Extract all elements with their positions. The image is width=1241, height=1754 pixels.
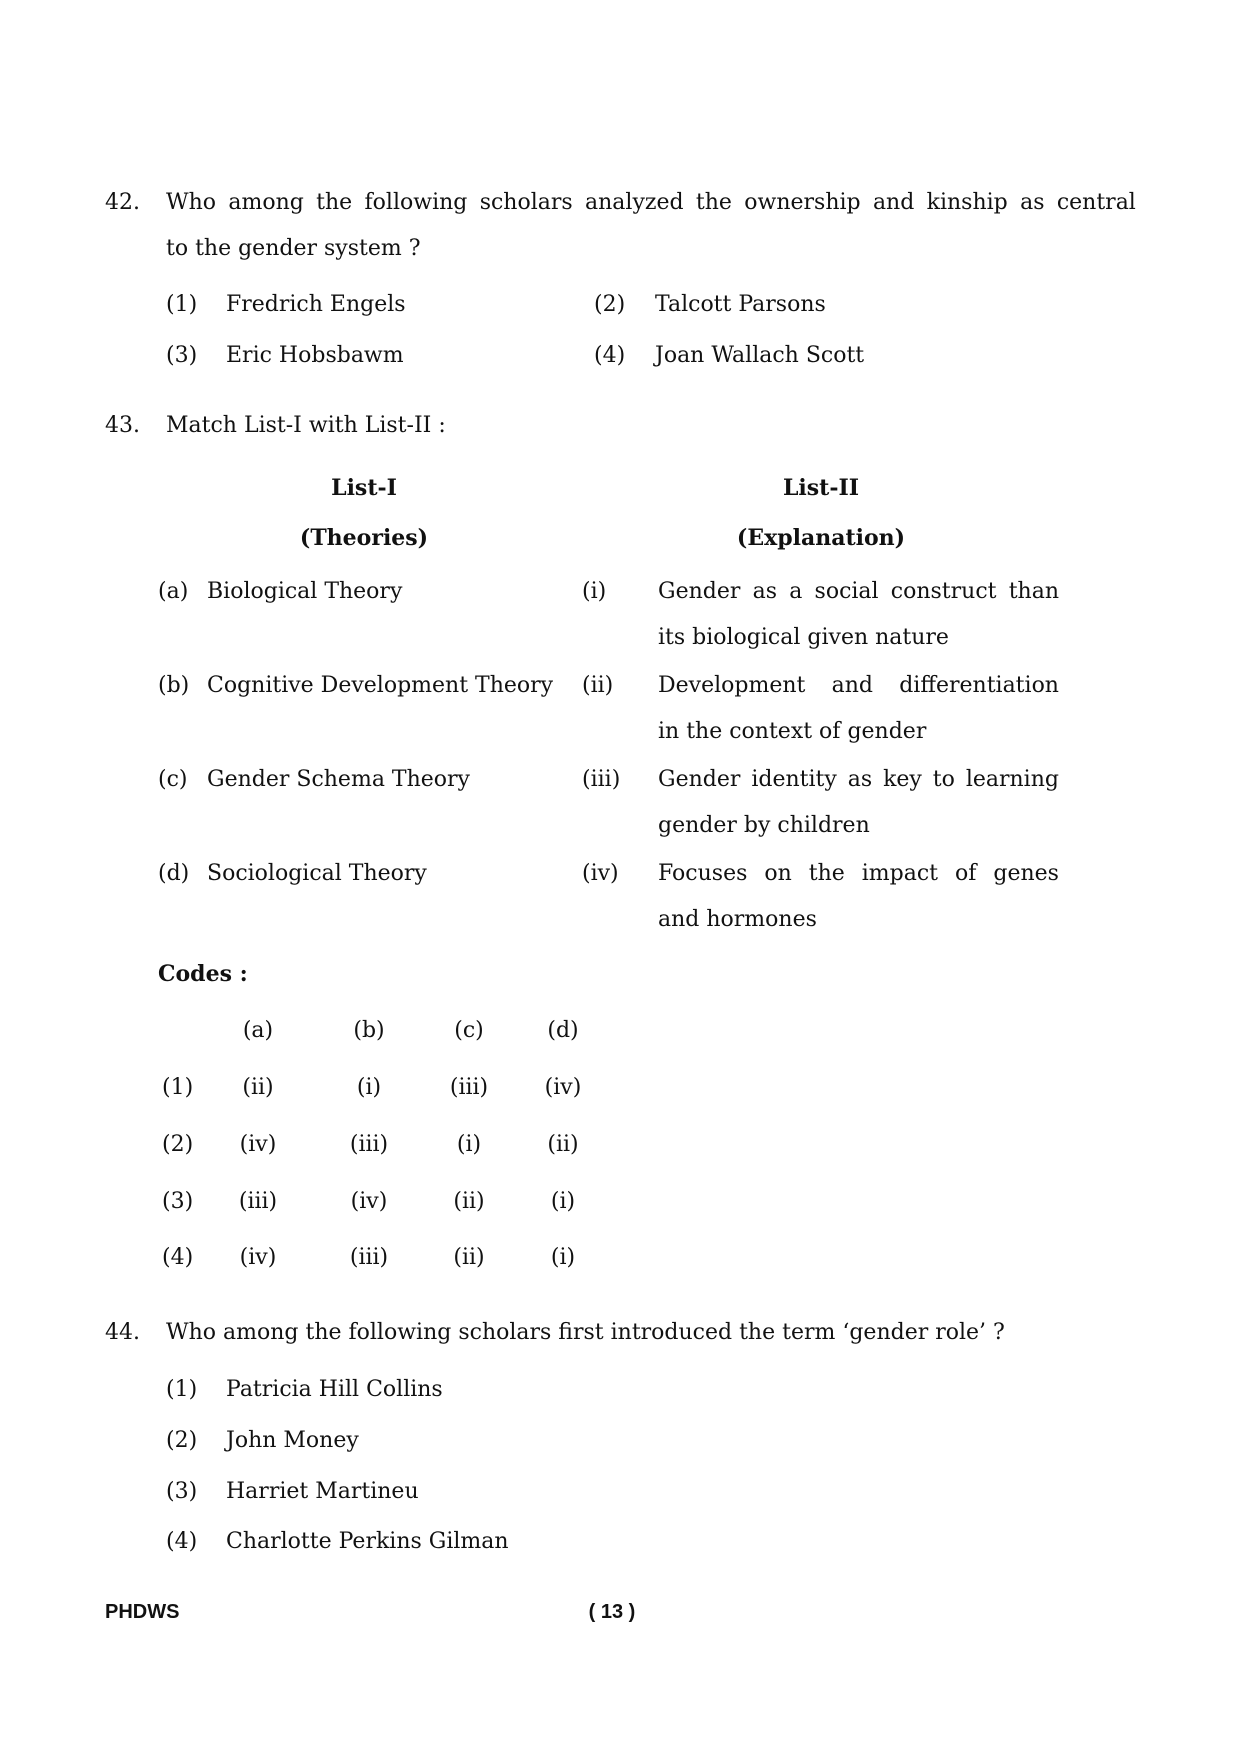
word: to bbox=[932, 767, 955, 792]
codes-label: Codes : bbox=[158, 961, 248, 987]
codes-row-4-d: (i) bbox=[550, 1245, 576, 1270]
list2-explanation-ii-line2: in the context of gender bbox=[658, 719, 927, 744]
q44-prompt: Who among the following scholars first introduced the term ‘gender role’ ? bbox=[166, 1320, 1005, 1345]
word: differentiation bbox=[899, 673, 1059, 698]
word: a bbox=[789, 579, 803, 604]
list2-explanation-iv-line1 bbox=[658, 863, 1059, 885]
word: and bbox=[831, 673, 873, 698]
codes-row-2-a: (iv) bbox=[239, 1132, 277, 1157]
q44-number: 44. bbox=[105, 1320, 140, 1345]
q42-question-line1 bbox=[166, 192, 1136, 214]
q44-option-3-number: (3) bbox=[166, 1479, 198, 1504]
word: analyzed bbox=[585, 190, 684, 215]
word: social bbox=[814, 579, 879, 604]
footer-page-number: ( 13 ) bbox=[588, 1601, 636, 1623]
codes-row-2-number: (2) bbox=[162, 1132, 194, 1157]
q43-prompt: Match List-I with List-II : bbox=[166, 413, 446, 438]
q44-option-4-text: Charlotte Perkins Gilman bbox=[226, 1529, 509, 1554]
q42-number: 42. bbox=[105, 190, 140, 215]
word: as bbox=[1020, 190, 1045, 215]
list2-roman-ii: (ii) bbox=[582, 673, 614, 698]
word: than bbox=[1008, 579, 1059, 604]
q44-option-2-number: (2) bbox=[166, 1428, 198, 1453]
list2-roman-iii: (iii) bbox=[582, 767, 621, 792]
q42-option-4-number: (4) bbox=[594, 343, 626, 368]
list2-explanation-iii-line2: gender by children bbox=[658, 813, 870, 838]
list2-explanation-ii-line1 bbox=[658, 675, 1059, 697]
q42-option-3-number: (3) bbox=[166, 343, 198, 368]
word: kinship bbox=[926, 190, 1008, 215]
codes-row-4-c: (ii) bbox=[453, 1245, 485, 1270]
codes-header-c: (c) bbox=[454, 1018, 484, 1043]
list1-theory-d: Sociological Theory bbox=[207, 861, 427, 886]
word: the bbox=[316, 190, 353, 215]
word: construct bbox=[890, 579, 997, 604]
q44-option-2-text: John Money bbox=[226, 1428, 359, 1453]
codes-row-2-c: (i) bbox=[456, 1132, 482, 1157]
codes-row-2-d: (ii) bbox=[547, 1132, 579, 1157]
list2-roman-i: (i) bbox=[582, 579, 607, 604]
word: Gender bbox=[658, 767, 741, 792]
q42-option-2-number: (2) bbox=[594, 292, 626, 317]
codes-row-4-number: (4) bbox=[162, 1245, 194, 1270]
word: the bbox=[808, 861, 845, 886]
codes-row-3-d: (i) bbox=[550, 1189, 576, 1214]
list1-letter-d: (d) bbox=[158, 861, 190, 886]
word: as bbox=[752, 579, 777, 604]
word: identity bbox=[751, 767, 837, 792]
word: on bbox=[764, 861, 792, 886]
codes-row-1-a: (ii) bbox=[242, 1075, 274, 1100]
codes-row-1-d: (iv) bbox=[544, 1075, 582, 1100]
q42-question-line2: to the gender system ? bbox=[166, 236, 421, 261]
word: learning bbox=[965, 767, 1059, 792]
codes-row-3-c: (ii) bbox=[453, 1189, 485, 1214]
codes-row-3-number: (3) bbox=[162, 1189, 194, 1214]
codes-row-3-b: (iv) bbox=[350, 1189, 388, 1214]
q42-option-2-text: Talcott Parsons bbox=[655, 292, 826, 317]
q42-option-3-text: Eric Hobsbawm bbox=[226, 343, 404, 368]
codes-row-1-c: (iii) bbox=[449, 1075, 489, 1100]
q42-option-1-number: (1) bbox=[166, 292, 198, 317]
q42-option-1-text: Fredrich Engels bbox=[226, 292, 406, 317]
footer-paper-code: PHDWS bbox=[105, 1601, 180, 1623]
list1-letter-a: (a) bbox=[158, 579, 189, 604]
word: Gender bbox=[658, 579, 741, 604]
word: as bbox=[847, 767, 873, 792]
list1-letter-b: (b) bbox=[158, 673, 190, 698]
word: key bbox=[883, 767, 922, 792]
list1-letter-c: (c) bbox=[158, 767, 188, 792]
list1-theory-c: Gender Schema Theory bbox=[207, 767, 470, 792]
codes-header-d: (d) bbox=[547, 1018, 579, 1043]
q43-number: 43. bbox=[105, 413, 140, 438]
word: following bbox=[364, 190, 468, 215]
codes-row-1-number: (1) bbox=[162, 1075, 194, 1100]
list1-theory-a: Biological Theory bbox=[207, 579, 403, 604]
list1-title: List-I bbox=[331, 475, 397, 501]
word: impact bbox=[861, 861, 939, 886]
word: central bbox=[1056, 190, 1136, 215]
list2-roman-iv: (iv) bbox=[582, 861, 619, 886]
list2-explanation-i-line1 bbox=[658, 581, 1059, 603]
word: and bbox=[872, 190, 915, 215]
word: among bbox=[228, 190, 304, 215]
word: of bbox=[955, 861, 977, 886]
word: the bbox=[695, 190, 732, 215]
word: ownership bbox=[744, 190, 861, 215]
q44-option-3-text: Harriet Martineu bbox=[226, 1479, 419, 1504]
q44-option-1-number: (1) bbox=[166, 1377, 198, 1402]
codes-row-4-a: (iv) bbox=[239, 1245, 277, 1270]
q44-option-4-number: (4) bbox=[166, 1529, 198, 1554]
q42-option-4-text: Joan Wallach Scott bbox=[655, 343, 865, 368]
word: genes bbox=[993, 861, 1059, 886]
list2-explanation-i-line2: its biological given nature bbox=[658, 625, 949, 650]
word: Who bbox=[166, 190, 217, 215]
list1-theory-b: Cognitive Development Theory bbox=[207, 673, 554, 698]
codes-header-b: (b) bbox=[353, 1018, 385, 1043]
list2-explanation-iv-line2: and hormones bbox=[658, 907, 817, 932]
list2-explanation-iii-line1 bbox=[658, 769, 1059, 791]
codes-row-4-b: (iii) bbox=[349, 1245, 389, 1270]
codes-header-a: (a) bbox=[242, 1018, 274, 1043]
word: Focuses bbox=[658, 861, 748, 886]
word: scholars bbox=[479, 190, 573, 215]
codes-row-2-b: (iii) bbox=[349, 1132, 389, 1157]
list1-subtitle: (Theories) bbox=[299, 525, 429, 551]
q44-option-1-text: Patricia Hill Collins bbox=[226, 1377, 443, 1402]
codes-row-3-a: (iii) bbox=[238, 1189, 278, 1214]
list2-title: List-II bbox=[782, 475, 860, 501]
list2-subtitle: (Explanation) bbox=[736, 525, 906, 551]
codes-row-1-b: (i) bbox=[356, 1075, 382, 1100]
word: Development bbox=[658, 673, 806, 698]
